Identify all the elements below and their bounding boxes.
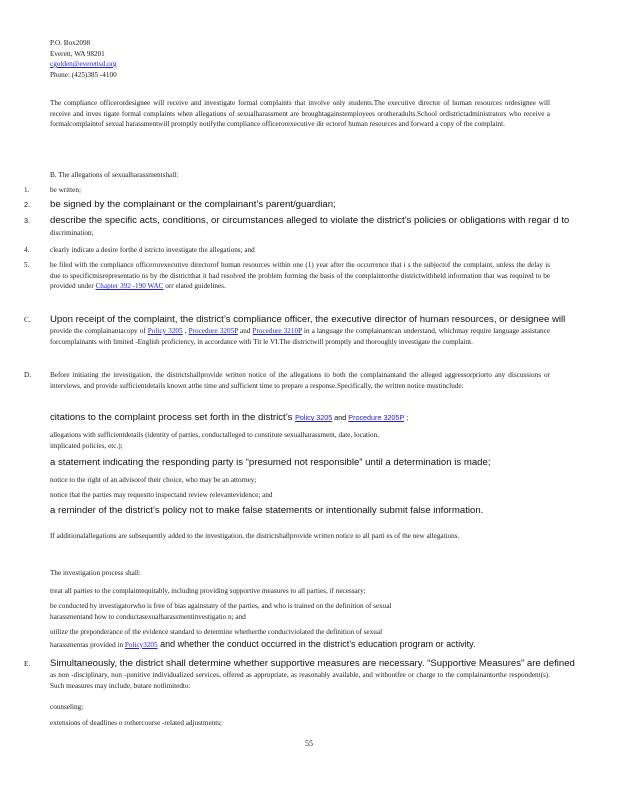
- item-text: a statement indicating the responding party is “presumed not responsible” until a determination is made;: [50, 457, 491, 468]
- item-text: counseling;: [50, 703, 84, 711]
- section-letter: D.: [24, 371, 31, 379]
- item-number: 3.: [24, 216, 30, 225]
- section-letter: E.: [24, 660, 31, 668]
- document-page: P.O. Box2098 Everett, WA 98201 cgolden@everettsd.org Phone: (425)385 -4100 The compliance officerordesignee will receive and investigate formal complaints that involve only students.The executive director of human resources ordesignee will receive and inves tigate formal complaints when allegations of sexualharassment are broughtagainstemployees orotheradults.School ordistrictadministrators who receive a formalcomplaintof sexual harassmentwill promptly notifythe compliance officerorexecutive dir ectorof human resources and forward a copy of the complaint. B. The allegations of sexualharassmentshall: 1. be written; 2. be signed by the complainant or the complainant’s parent/guardian; 3. describe the specific acts, conditions, or circumstances alleged to violate the district’s policies or obligations with regar d to discrimination; 4. clearly indicate a desire forthe d istricto investigate the allegations; and 5. be filed with the compliance officerorexecutive directorof human resources within one (1) year after the occurrence that i s the subjectof the complaint, unless the delay is due to specificmisrepresentatio ns by the districtthat it had resolved the problem forming the basis of the complaintorthe districtwithheld information that was required to be provided under Chapter 392 -190 WAC orr elated guidelines. C. Upon receipt of the complaint, the district’s compliance officer, the executive director of human resources, or designee will provide the complainantacopy of Policy 3205 , Procedure 3205P and Procedure 3210P in a language the complainantcan understand, whichmay require language assistance forcomplainants with limited -English proficiency, in accordance with Tit le VI.The districtwill promptly and thoroughly investigate the complaint. D. Before initiating the investigation, the districtshallprovide written notice of the allegations to both the complainantand the alleged aggressorpriorto any discussions or interviews, and provide sufficientdetails known atthe time and sufficient time to prepare a response.Specifically, the written notice mustinclude: citations to the complaint process set forth in the district’s Policy 3205 and Procedure 3205P ; allegations with sufficientdetails (identity of parties, conductalleged to constitute sexualharassment, date, location, implicated policies, etc.); a statement indicating the responding party is “presumed not responsible” until a determination is made; notice to the right of an advisorof their choice, who may be an attorney; notice that the parties may requestto inspectand review relevantevidence; and a reminder of the district’s policy not to make false statements or intentionally submit false information. If additionalallegations are subsequently added to the investigation, the districtshallprovide written notice to all parti es of the new allegations. The investigation process shall: treat all parties to the complaintequitably, including providing supportive measures to all parties, if necessary; be conducted by investigatorwho is free of bias againstany of the parties, and who is trained on the definition of sexual harassmentand how to conductasexualharassmentinvestigatio n; and utilize the preponderance of the evidence standard to determine whetherthe conductviolated the definition of sexual harassmentas provided in Policy3205 and whether the conduct occurred in the district’s education program or activity. E. Simultaneously, the district shall determine whether supportive measures are necessary. “Supportive Measures” are defined as non -disciplinary, non -punitive individualized services, offered as appropriate, as reasonably available, and withoutfee or charge to the complainantorthe respondent(s). Such measures may include, butare notlimitedto: counseling; extensions of deadlines o rothercourse -related adjustments; 55: [0, 0, 618, 800]
- section-e-body: as non -disciplinary, non -punitive individualized services, offered as appropriate, as reasonably available, and withoutfee or charge to the complainantorthe respondent(s). Such measures may include, butare notlimitedto:: [50, 671, 550, 690]
- item-number: 5.: [24, 261, 30, 269]
- city-line: Everett, WA 98201: [50, 49, 105, 58]
- procedure-3205p-link[interactable]: Procedure 3205P: [188, 327, 238, 335]
- section-c-lead: Upon receipt of the complaint, the district’s compliance officer, the executive director of human resources, or designee will: [50, 314, 566, 325]
- email-link[interactable]: cgolden@everettsd.org: [50, 60, 117, 68]
- item-text: extensions of deadlines o rothercourse -related adjustments;: [50, 719, 223, 727]
- item-text: describe the specific acts, conditions, or circumstances alleged to violate the district’s policies or obligations with regar d to: [50, 215, 570, 226]
- procedure-3205p-link[interactable]: Procedure 3205P: [348, 413, 405, 422]
- section-c-body: provide the complainantacopy of Policy 3205 , Procedure 3205P and Procedure 3210P in a language the complainantcan understand, whichmay require language assistance forcomplainants with limited -English proficiency, in accordance with Tit le VI.The districtwill promptly and thoroughly investigate the complaint.: [50, 327, 550, 346]
- chapter-link[interactable]: Chapter 392 -190 WAC: [95, 282, 164, 291]
- item-number: 2.: [24, 200, 30, 209]
- section-b-heading: B. The allegations of sexualharassmentshall:: [50, 171, 179, 179]
- item-number: 4.: [24, 246, 30, 254]
- item-text: a reminder of the district’s policy not to make false statements or intentionally submit false information.: [50, 505, 484, 516]
- page-number: 55: [305, 739, 313, 748]
- policy-3205-link[interactable]: Policy 3205: [147, 327, 183, 335]
- section-letter: C.: [24, 316, 31, 324]
- policy-3205-link[interactable]: Policy3205: [124, 640, 158, 649]
- section-d-text: Before initiating the investigation, the districtshallprovide written notice of the allegations to both the complainantand the alleged aggressorpriorto any discussions or interviews, and provide sufficientdetails known atthe time and sufficient time to prepare a response.Specifically, the written notice mustinclude:: [50, 371, 550, 390]
- po-box: P.O. Box2098: [50, 39, 91, 47]
- item-text: be filed with the compliance officerorexecutive directorof human resources within one (1) year after the occurrence that i s the subjectof the complaint, unless the delay is due to specificmisrepresentatio ns by the districtthat it had resolved the problem forming the basis of the complaintorthe districtwithheld information that was required to be provided under Chapter 392 -190 WAC orr elated guidelines.: [50, 261, 550, 291]
- item-text: treat all parties to the complaintequitably, including providing supportive measures to all parties, if necessary;: [50, 587, 366, 595]
- phone-line: Phone: (425)385 -4100: [50, 70, 117, 79]
- item-text: clearly indicate a desire forthe d istricto investigate the allegations; and: [50, 246, 255, 254]
- item-text: notice that the parties may requestto inspectand review relevantevidence; and: [50, 491, 273, 499]
- additional-allegations-paragraph: If additionalallegations are subsequently added to the investigation, the districtshallprovide written notice to all parti es of the new allegations.: [50, 532, 460, 540]
- item-text: be written;: [50, 186, 81, 194]
- investigation-heading: The investigation process shall:: [50, 569, 141, 577]
- policy-3205-link[interactable]: Policy 3205: [295, 413, 333, 422]
- item-text: discrimination;: [50, 229, 94, 237]
- section-e-lead: Simultaneously, the district shall determine whether supportive measures are necessary. “Supportive Measures” are defined: [50, 658, 575, 669]
- item-number: 1.: [24, 186, 30, 194]
- item-text: notice to the right of an advisorof their choice, who may be an attorney;: [50, 476, 257, 484]
- intro-paragraph: The compliance officerordesignee will receive and investigate formal complaints that involve only students.The executive director of human resources ordesignee will receive and inves tigate formal complaints when allegations of sexualharassment are broughtagainstemployees orotheradults.School ordistrictadministrators who receive a formalcomplaintof sexual harassmentwill promptly notifythe compliance officerorexecutive dir ectorof human resources and forward a copy of the complaint.: [50, 99, 550, 129]
- procedure-3210p-link[interactable]: Procedure 3210P: [252, 327, 302, 335]
- address-block: [50, 38, 350, 80]
- item-text: be signed by the complainant or the complainant’s parent/guardian;: [50, 199, 336, 210]
